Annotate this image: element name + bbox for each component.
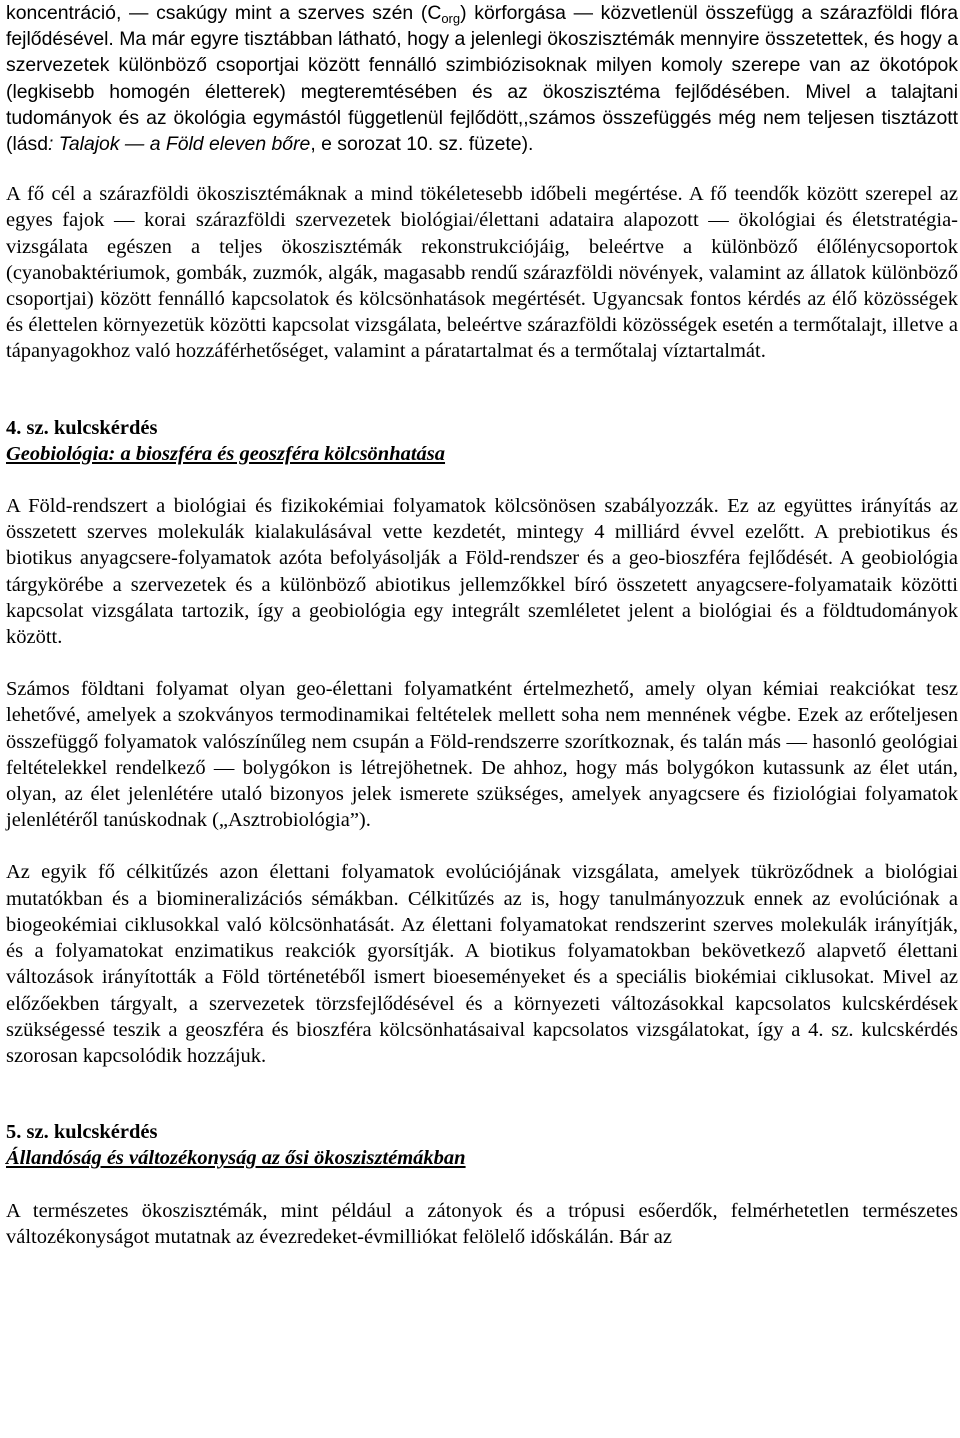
paragraph-stability-1: A természetes ökoszisztémák, mint például a zátonyok és a trópusi esőerdők, felmérhetetlen természetes változékonyságot mutatnak az évezredeket-évmilliókat felölelő időskálán. Bár az [6,1199,958,1248]
document-page [6,0,958,1250]
paragraph-geobiology-3: Az egyik fő célkitűzés azon élettani folyamatok evolúciójának vizsgálata, amelyek tükröződnek a biológiai mutatókban és a biomineralizációs sémákban. Célkitűzés az is, hogy tanulmányozzuk ennek az evolúciónak a biogeokémiai ciklusokkal való kölcsönhatását. Az élettani folyamatokat rendszerint szerves molekulák irányítják, és a folyamatokat enzimatikus reakciók gyorsítják. A biotikus folyamatokban bekövetkező alapvető élettani változások irányították a Föld történetéből ismert bioeseményeket és a speciális biokémiai ciklusokat. Mivel az előzőekben tárgyalt, a szervezetek törzsfejlődésével és a környezeti változásokkal kapcsolatos kulcskérdések szükségessé teszik a geoszféra és bioszféra kölcsönhatásaival kapcsolatos vizsgálatokat, így a 4. sz. kulcskérdés szorosan kapcsolódik hozzájuk. [6,861,958,1067]
spacer [6,1069,958,1119]
spacer [6,1172,958,1198]
subscript-org: org [441,11,461,26]
paragraph-geobiology-2: Számos földtani folyamat olyan geo-élettani folyamatként értelmezhető, amely olyan kémiai reakciókat tesz lehetővé, amelyek a szokványos termodinamikai feltételek mellett soha nem mennének végbe. Ezek az erőteljesen összefüggő folyamatok valószínűleg nem csupán a Föld-rendszerre szorítkoznak, és talán más — hasonló geológiai feltételekkel rendelkező — bolygókon is létrejöhetnek. De ahhoz, hogy más bolygókon kutassunk az élet után, olyan, az élet jelenlétére utaló bizonyos jelek ismerete szükséges, amelyek anyagcsere és fiziológiai folyamatok jelenlétéről tanúskodnak („Asztrobiológia”). [6,678,958,832]
paragraph-text: ) körforgása — közvetlenül összefügg a szárazföldi flóra fejlődésével. Ma már egyre tisztábban látható, hogy a jelenlegi ökoszisztémák mennyire összetettek, és hogy a szervezetek különböző csoportjai között fennálló szimbiózisoknak milyen komoly szerepe van az ökotópok (legkisebb homogén életterek) megteremtésében és az ökoszisztéma fejlődésében. [6,2,958,103]
key-question-5-title: Állandóság és változékonyság az ősi ökoszisztémákban [6,1147,466,1170]
key-question-4-title: Geobiológia: a bioszféra és geoszféra kölcsönhatása [6,442,446,465]
series-reference: : Talajok — a Föld eleven bőre [48,133,311,156]
spacer [6,467,958,493]
paragraph-text: Mivel a talajtani tudományok és az ökológia egymástól függetlenül fejlődött,,számos összefüggés még nem teljesen tisztázott (lásd [6,80,958,156]
spacer [6,157,958,181]
spacer [6,833,958,859]
paragraph-text: koncentráció, — csakúgy mint a szerves szén (C [6,2,442,24]
key-question-4-number: 4. sz. kulcskérdés [6,416,158,439]
spacer [6,365,958,415]
paragraph-geobiology-1: A Föld-rendszert a biológiai és fizikokémiai folyamatok kölcsönösen szabályozzák. Ez az együttes irányítás az összetett szerves molekulák kialakulásával vette kezdetét, mintegy 4 milliárd évvel ezelőtt. A prebiotikus és biotikus anyagcsere-folyamatok azóta befolyásolják a Föld-rendszer és a geo-bioszféra fejlődését. A geobiológia tárgykörébe a szervezetek és a különböző abiotikus jellemzőkkel bíró összetett anyagcsere-folyamataik közötti kapcsolat vizsgálata tartozik, így a geobiológia egy integrált szemléletet jelent a biológiai és a földtudományok között. [6,495,958,649]
paragraph-text: , e sorozat 10. sz. füzete). [310,133,534,156]
paragraph-intro-continuation [6,0,958,157]
spacer [6,650,958,676]
paragraph-main-goal: A fő cél a szárazföldi ökoszisztémáknak a mind tökéletesebb időbeli megértése. A fő teendők között szerepel az egyes fajok — korai szárazföldi szervezetek biológiai/élettani adataira alapozott — ökológiai és életstratégia-vizsgálata egészen a teljes ökoszisztémák rekonstrukciójáig, beleértve a különböző élőlénycsoportok (cyanobaktériumok, gombák, zuzmók, algák, magasabb rendű szárazföldi növények, valamint az állatok különböző csoportjai) között fennálló kapcsolatok és kölcsönhatások megértését. Ugyancsak fontos kérdés az élő közösségek és élettelen környezetük közötti kapcsolat vizsgálata, beleértve szárazföldi közösségek esetén a termőtalajt, illetve a tápanyagokhoz való hozzáférhetőséget, valamint a páratartalmat és a termőtalaj víztartalmát. [6,183,958,363]
key-question-5-number: 5. sz. kulcskérdés [6,1121,158,1144]
